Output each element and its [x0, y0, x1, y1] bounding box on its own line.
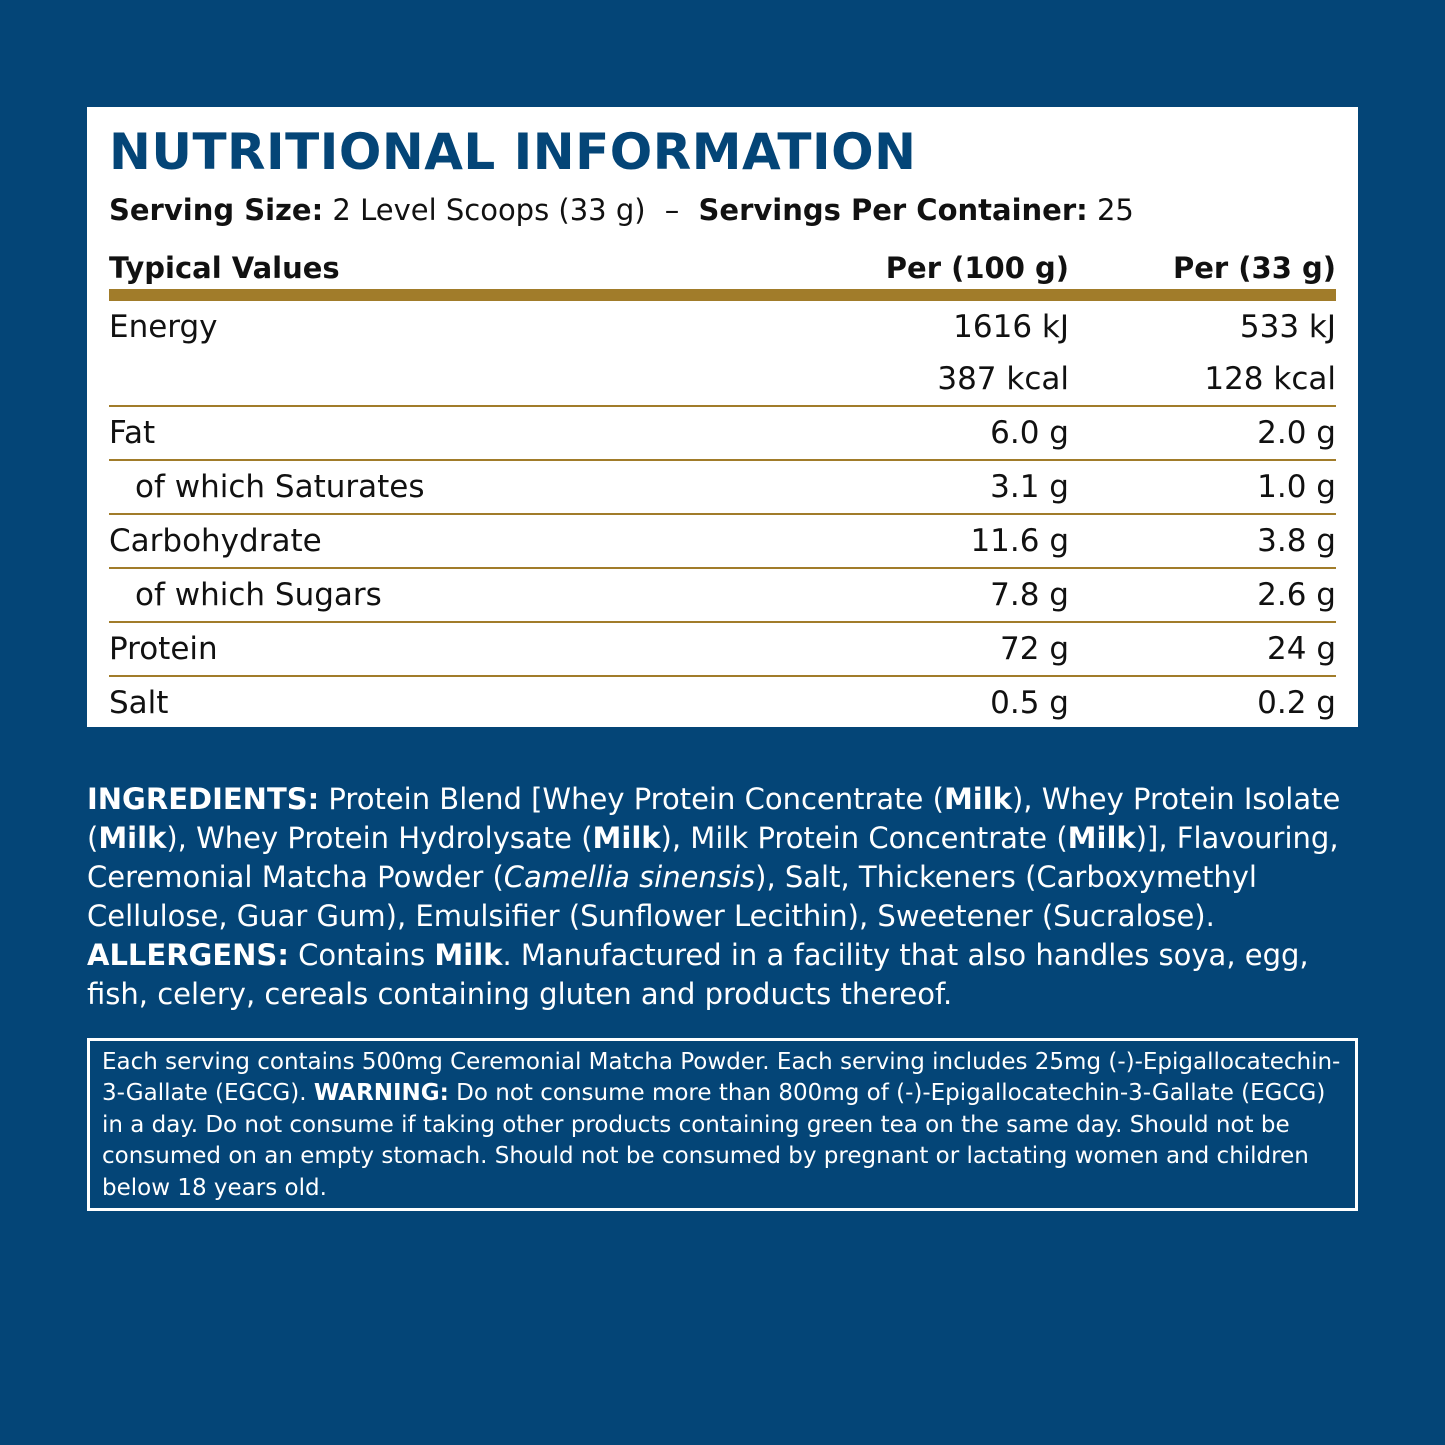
allergen-milk: Milk [943, 782, 1012, 816]
row-label: Salt [109, 685, 169, 721]
energy-per-serving-kj: 533 kJ [1239, 309, 1336, 345]
panel-title: NUTRITIONAL INFORMATION [109, 123, 917, 181]
allergen-milk: Milk [434, 938, 503, 972]
ingredients-part: ), Whey Protein Hydrolysate ( [166, 821, 593, 855]
table-row-energy [109, 301, 1336, 407]
row-label: Carbohydrate [109, 523, 322, 559]
row-label: Fat [109, 415, 156, 451]
row-per-100g: 0.5 g [990, 685, 1069, 721]
allergen-milk: Milk [98, 821, 167, 855]
ingredients-part: ), Whey Protein Isolate ( [87, 782, 1341, 855]
row-per-100g: 6.0 g [990, 415, 1069, 451]
ingredients-label: INGREDIENTS: [87, 782, 320, 816]
warning-part: Do not consume more than 800mg of (-)-Epigallocatechin-3-Gallate (EGCG) in a day. Do not consume if taking other products containing green tea on the same day. Should not be consumed on an empty stomach. Should not be consumed by pregnant or lactating women and children below 18 years old. [102, 1080, 1326, 1201]
ingredients-part: Protein Blend [Whey Protein Concentrate ( [319, 782, 944, 816]
row-label: of which Sugars [135, 577, 382, 613]
header-per-serving: Per (33 g) [1172, 251, 1336, 285]
table-header [109, 247, 1336, 289]
table-row-fat [109, 407, 1336, 461]
row-per-serving: 2.6 g [1257, 577, 1336, 613]
energy-per-100g-kcal: 387 kcal [937, 361, 1069, 397]
row-per-serving: 0.2 g [1257, 685, 1336, 721]
row-per-serving: 2.0 g [1257, 415, 1336, 451]
header-divider [109, 289, 1336, 301]
warning-label: WARNING: [313, 1080, 449, 1107]
row-label: Energy [109, 309, 218, 345]
row-per-serving: 24 g [1267, 631, 1336, 667]
serving-size-label: Serving Size: [109, 193, 324, 227]
energy-per-100g-kj: 1616 kJ [953, 309, 1069, 345]
table-row-sugars [109, 569, 1336, 623]
ingredients-part: . Manufactured in a facility that also handles soya, egg, fish, celery, cereals containing gluten and products thereof. [87, 938, 1309, 1011]
table-row-protein [109, 623, 1336, 677]
serving-separator: – [664, 193, 680, 227]
serving-size-value: 2 Level Scoops (33 g) [332, 193, 646, 227]
nutrition-panel [87, 107, 1358, 727]
warning-part: Each serving contains 500mg Ceremonial Matcha Powder. Each serving includes 25mg (-)-Epigallocatechin-3-Gallate (EGCG). [102, 1049, 1341, 1107]
row-per-100g: 72 g [1000, 631, 1069, 667]
latin-name: Camellia sinensis [503, 860, 756, 894]
row-label: Protein [109, 631, 218, 667]
energy-per-serving-kcal: 128 kcal [1204, 361, 1336, 397]
allergen-milk: Milk [592, 821, 661, 855]
ingredients-text [87, 780, 1362, 1014]
allergens-label: ALLERGENS: [87, 938, 289, 972]
ingredients-part: )], Flavouring, Ceremonial Matcha Powder ( [87, 821, 1339, 894]
warning-box [87, 1038, 1358, 1211]
table-row-saturates [109, 461, 1336, 515]
table-row-salt [109, 677, 1336, 729]
allergen-milk: Milk [1067, 821, 1136, 855]
ingredients-part: Contains [288, 938, 435, 972]
nutrition-table [109, 247, 1336, 729]
table-row-carbohydrate [109, 515, 1336, 569]
ingredients-part: ), Milk Protein Concentrate ( [660, 821, 1068, 855]
row-per-100g: 3.1 g [990, 469, 1069, 505]
row-per-serving: 3.8 g [1257, 523, 1336, 559]
energy-per-serving [1069, 301, 1336, 405]
row-per-100g: 7.8 g [990, 577, 1069, 613]
servings-per-container-label: Servings Per Container: [698, 193, 1088, 227]
ingredients-part: ), Salt, Thickeners (Carboxymethyl Cellulose, Guar Gum), Emulsifier (Sunflower Lecithin), Sweetener (Sucralose). [87, 860, 1257, 933]
header-typical-values: Typical Values [109, 251, 340, 285]
serving-info [109, 193, 1134, 227]
servings-per-container-value: 25 [1096, 193, 1134, 227]
row-label: of which Saturates [135, 469, 425, 505]
row-per-100g: 11.6 g [970, 523, 1069, 559]
row-per-serving: 1.0 g [1257, 469, 1336, 505]
energy-per-100g [769, 301, 1069, 405]
header-per-100g: Per (100 g) [885, 251, 1069, 285]
